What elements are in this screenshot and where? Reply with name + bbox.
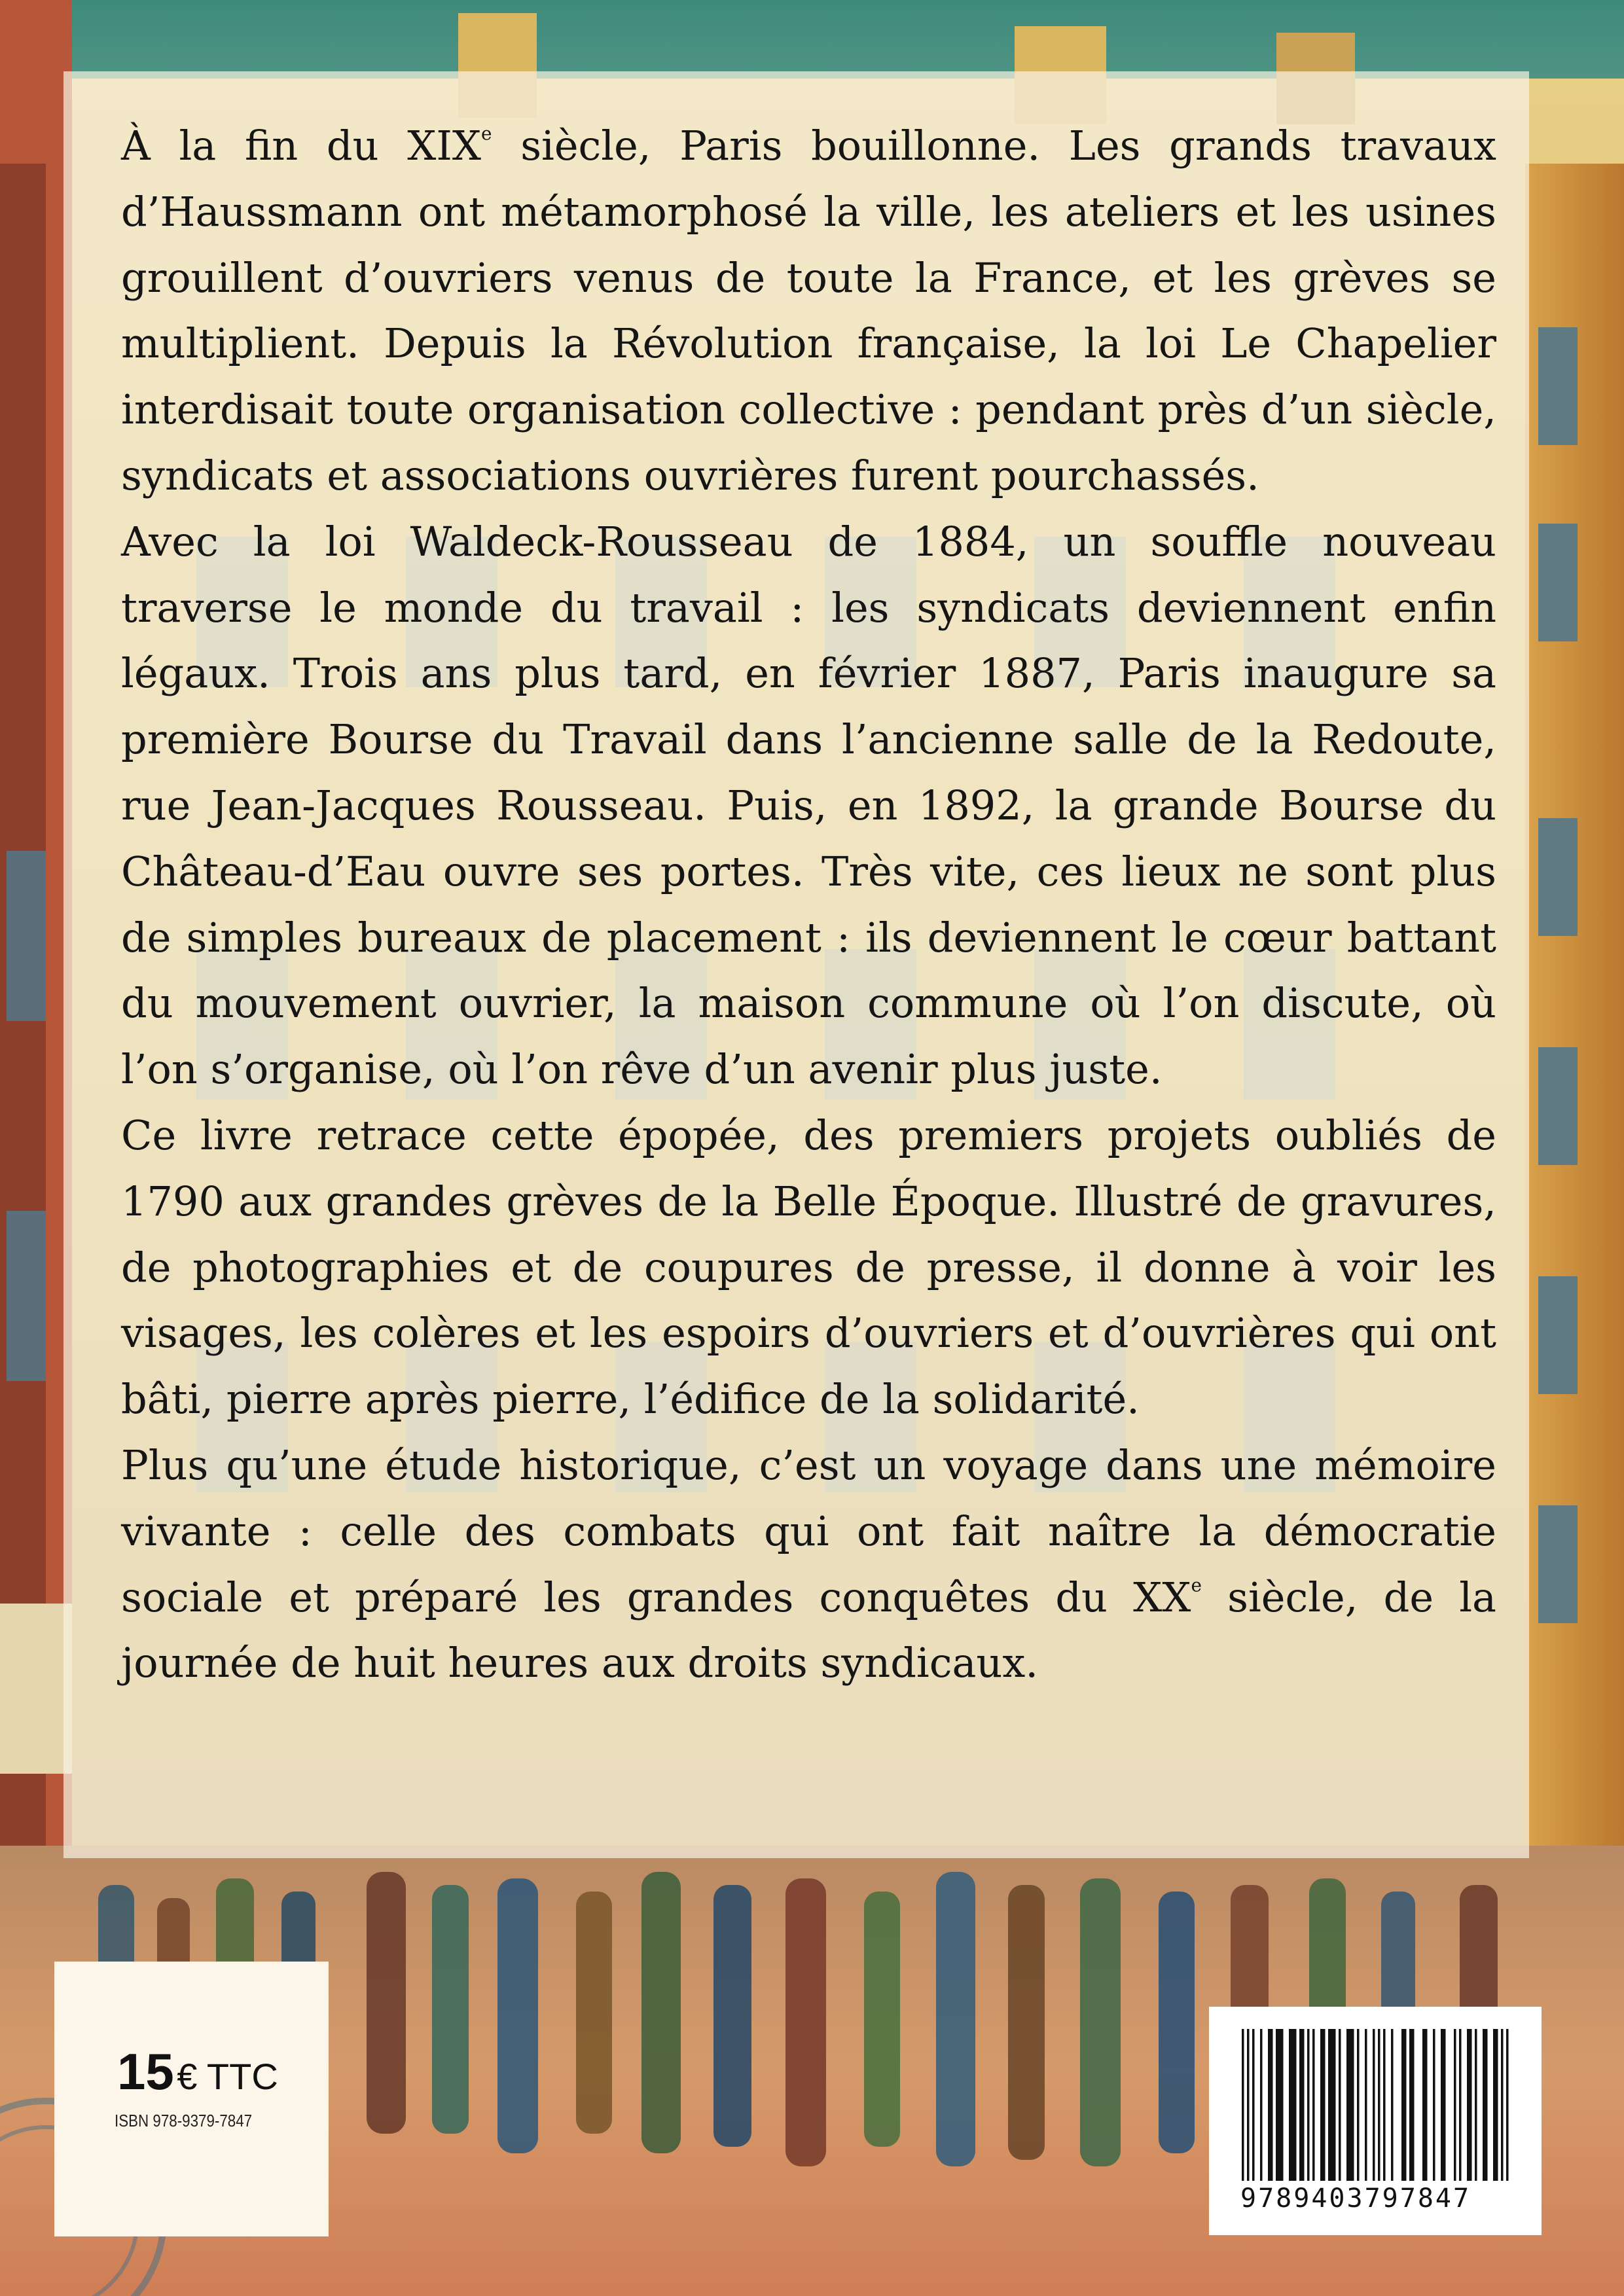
barcode-bar: [1312, 2029, 1315, 2181]
barcode-bar: [1506, 2029, 1509, 2181]
barcode-bar: [1260, 2029, 1263, 2181]
barcode-bar: [1320, 2029, 1326, 2181]
barcode-bar: [1475, 2029, 1477, 2181]
barcode-bar: [1459, 2029, 1462, 2181]
barcode-bar: [1339, 2029, 1341, 2181]
barcode-bar: [1252, 2029, 1255, 2181]
price-unit: € TTC: [177, 2056, 278, 2097]
barcode-bar: [1454, 2029, 1456, 2181]
ordinal-superscript: e: [481, 122, 492, 145]
barcode-box: [1209, 2007, 1542, 2235]
blurb-paragraph-1: À la fin du XIXe siècle, Paris bouillonne. Les grands travaux d’Haussmann ont métamorphosé la ville, les ateliers et les usines grouillent d’ouvriers venus de toute la France, et les grèves se multiplient. Depuis la Révolution française, la loi Le Chapelier interdisait toute organisation collective : pendant près d’un siècle, syndicats et associations ouvrières furent pourchassés.: [121, 122, 1496, 499]
barcode-bar: [1242, 2029, 1244, 2181]
blurb-paragraph-3: Ce livre retrace cette épopée, des premiers projets oubliés de 1790 aux grandes grèves de la Belle Époque. Illustré de gravures, de photographies et de coupures de presse, il donne à voir les visages, les colères et les espoirs d’ouvriers et d’ouvrières qui ont bâti, pierre après pierre, l’édifice de la solidarité.: [121, 1111, 1496, 1424]
blurb-paragraph-4: Plus qu’une étude historique, c’est un voyage dans une mémoire vivante : celle des combats qui ont fait naître la démocratie sociale et préparé les grandes conquêtes du XXe siècle, de la journée de huit heures aux droits syndicaux.: [121, 1441, 1496, 1687]
barcode-bar: [1383, 2029, 1386, 2181]
barcode-bar: [1373, 2029, 1375, 2181]
back-cover-text-panel: [63, 71, 1529, 1858]
barcode-bar: [1276, 2029, 1284, 2181]
barcode-bar: [1467, 2029, 1472, 2181]
ordinal-superscript: e: [1191, 1573, 1202, 1596]
price-box: [54, 1962, 329, 2236]
barcode-bar: [1365, 2029, 1367, 2181]
barcode-bar: [1483, 2029, 1488, 2181]
barcode-bar: [1289, 2029, 1297, 2181]
blurb-paragraph-2: Avec la loi Waldeck-Rousseau de 1884, un souffle nouveau traverse le monde du travail : les syndicats deviennent enfin légaux. Trois ans plus tard, en février 1887, Paris inaugure sa première Bourse du Travail dans l’ancienne salle de la Redoute, rue Jean-Jacques Rousseau. Puis, en 1892, la grande Bourse du Château-d’Eau ouvre ses portes. Très vite, ces lieux ne sont plus de simples bureaux de placement : ils deviennent le cœur battant du mouvement ouvrier, la maison commune où l’on discute, où l’on s’organise, où l’on rêve d’un avenir plus juste.: [121, 517, 1496, 1094]
price: [117, 2042, 278, 2102]
isbn-text: ISBN 978-9379-7847: [115, 2111, 253, 2130]
barcode-bar: [1268, 2029, 1273, 2181]
barcode-bar: [1433, 2029, 1435, 2181]
barcode-bar: [1328, 2029, 1336, 2181]
price-amount: 15: [117, 2043, 174, 2100]
barcode-bar: [1299, 2029, 1305, 2181]
barcode-bar: [1357, 2029, 1360, 2181]
barcode-bar: [1441, 2029, 1446, 2181]
barcode-bar: [1401, 2029, 1407, 2181]
barcode-bar: [1307, 2029, 1310, 2181]
barcode-bar: [1422, 2029, 1428, 2181]
barcode-bar: [1501, 2029, 1504, 2181]
barcode-bar: [1378, 2029, 1380, 2181]
barcode-bar: [1247, 2029, 1250, 2181]
barcode-bar: [1409, 2029, 1415, 2181]
barcode-bar: [1493, 2029, 1498, 2181]
barcode-digits: 9789403797847: [1240, 2183, 1471, 2214]
barcode-icon: [1242, 2029, 1509, 2181]
barcode-bar: [1391, 2029, 1394, 2181]
barcode-bar: [1346, 2029, 1354, 2181]
